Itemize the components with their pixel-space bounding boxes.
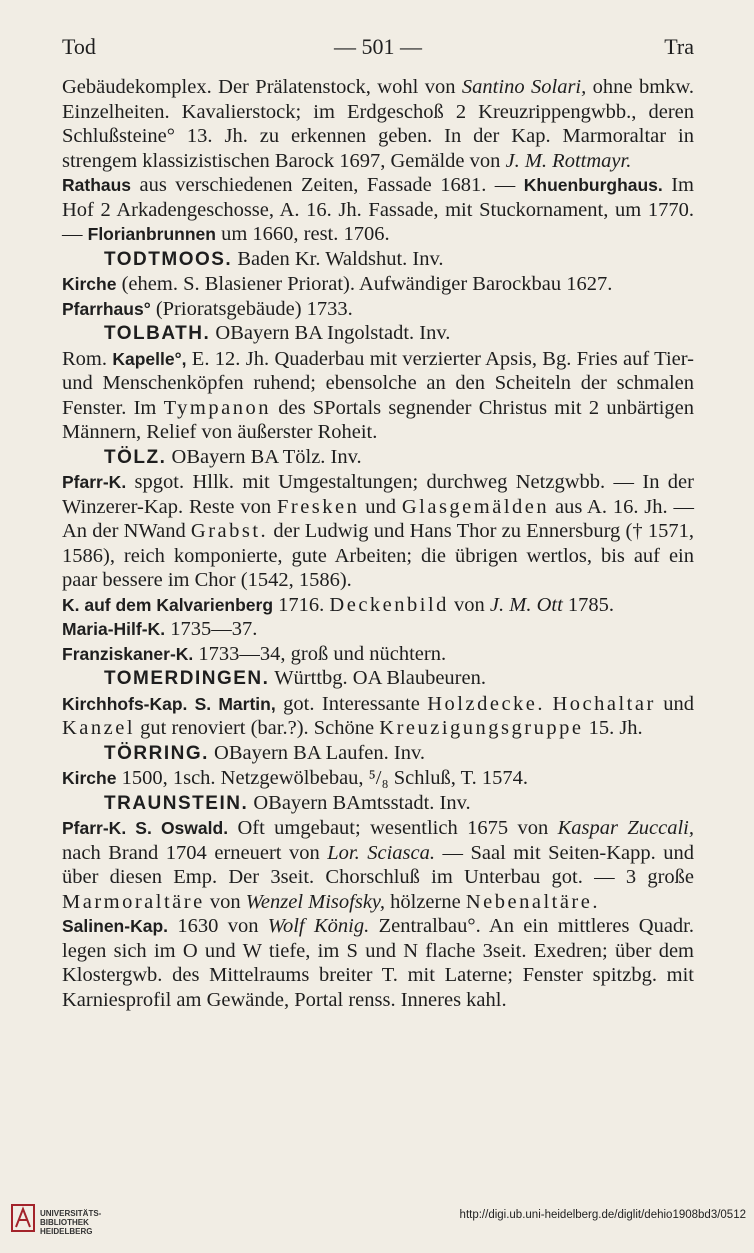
text-run: Kaspar Zuccali,: [557, 817, 694, 839]
entry-keyword: Kirchhofs-Kap. S. Martin,: [62, 693, 276, 714]
text-run: 1733—34, groß und nüchtern.: [193, 642, 447, 665]
text-run: hölzerne: [385, 890, 466, 913]
text-run: aus verschiedenen Zeiten, Fassade 1681. —: [131, 174, 524, 196]
entry-paragraph: [62, 75, 694, 173]
place-heading: [62, 247, 694, 273]
entry-paragraph: [62, 347, 694, 445]
place-name: TODTMOOS.: [104, 248, 233, 270]
place-name: TÖLZ.: [104, 446, 167, 468]
entry-keyword: Khuenburghaus.: [523, 175, 663, 195]
text-run: Grabst.: [190, 520, 269, 542]
text-run: Gebäudekomplex. Der Prälatenstock, wohl von: [62, 76, 462, 98]
entry-paragraph: [62, 642, 694, 667]
text-run: Holzdecke.: [427, 692, 546, 715]
running-head-left: Tod: [62, 34, 96, 59]
entry-paragraph: [62, 914, 694, 1012]
footer: [0, 1195, 754, 1253]
university-library-logo-icon: [10, 1203, 36, 1233]
entry-paragraph: [62, 593, 694, 618]
entry-paragraph: [62, 173, 694, 247]
text-run: 1785.: [562, 593, 615, 616]
entry-keyword: Franziskaner-K.: [62, 643, 194, 664]
text-run: gut renoviert (bar.?). Schöne: [135, 717, 380, 739]
entry-paragraph: [62, 816, 694, 914]
running-head-right: Tra: [664, 34, 694, 59]
text-run: Santino Solari,: [461, 76, 587, 98]
text-run: Deckenbild: [329, 593, 449, 616]
text-run: Wenzel Misofsky,: [245, 890, 386, 913]
page-number: — 501 —: [334, 34, 422, 59]
entry-keyword: Rathaus: [62, 175, 132, 195]
text-run: der Ludwig und Hans Thor zu Ennersburg († 1571, 1586), reich komponierte, gute Arbeiten; die übrigen wertlos, bis auf ein paar bessere im Chor (1542, 1586).: [62, 520, 694, 591]
page-body: [62, 75, 694, 1012]
entry-keyword: Florianbrunnen: [87, 224, 216, 244]
text-run: Kreuzigungsgruppe: [379, 717, 584, 739]
text-run: Im Hof 2 Arkadengeschosse, A. 16. Jh. Fassade, mit Stuckornament, um 1770. —: [62, 174, 694, 245]
entry-paragraph: [62, 617, 694, 642]
entry-keyword: K. auf dem Kalvarienberg: [62, 594, 274, 615]
text-run: E. 12. Jh. Quaderbau mit verzierter Apsis, Bg. Fries auf Tier- und Menschenköpfen ruhend; ebensolche an den Scheiteln der schmalen Fenster. Im: [62, 347, 694, 419]
text-run: von: [204, 890, 246, 913]
entry-paragraph: [62, 766, 694, 791]
text-run: Hochaltar: [552, 692, 656, 715]
entry-keyword: Kapelle°,: [112, 348, 187, 369]
place-name: TRAUNSTEIN.: [104, 792, 249, 814]
text-run: aus A. 16. Jh. — An der NWand: [62, 495, 695, 542]
text-run: J. M. Ott: [489, 593, 563, 616]
place-name: TOLBATH.: [104, 323, 211, 344]
text-run: J. M. Rottmayr.: [505, 149, 632, 172]
text-run: ohne bmkw. Einzelheiten. Kavalierstock; im Erdgeschoß 2 Kreuzrippengwbb., deren Schlußsteine° 13. Jh. zu erkennen geben. In der Kap. Marmoraltar in strengem klassizistischen Barock 1697, Gemälde von: [62, 76, 695, 172]
place-heading: [62, 321, 694, 347]
place-heading: [62, 741, 694, 767]
text-run: Nebenaltäre.: [465, 890, 600, 913]
entry-paragraph: [62, 692, 694, 741]
place-name: TOMERDINGEN.: [104, 668, 270, 689]
text-run: Oft umgebaut; wesentlich 1675 von: [228, 817, 558, 839]
text-run: Wolf König.: [267, 915, 370, 937]
text-run: des SPortals segnender Christus mit 2 unbärtigen Männern, Relief von äußerster Roheit.: [62, 396, 694, 443]
place-name: TÖRRING.: [104, 742, 209, 764]
text-run: OBayern BA Laufen. Inv.: [208, 741, 426, 764]
entry-keyword: Pfarr-K. S. Oswald.: [62, 818, 229, 838]
entry-keyword: Maria-Hilf-K.: [62, 619, 166, 639]
text-run: Württbg. OA Blaubeuren.: [269, 667, 486, 689]
place-heading: [62, 445, 694, 471]
text-run: 1630 von: [168, 915, 268, 937]
text-run: (Prioratsgebäude) 1733.: [150, 297, 353, 320]
text-run: und: [359, 495, 402, 518]
page-header: [62, 34, 694, 64]
entry-keyword: Salinen-Kap.: [62, 916, 168, 936]
text-run: Marmoraltäre: [62, 890, 205, 913]
entry-paragraph: [62, 297, 694, 322]
library-name: UNIVERSITÄTS- BIBLIOTHEK HEIDELBERG: [40, 1209, 102, 1236]
source-url[interactable]: http://digi.ub.uni-heidelberg.de/diglit/dehio1908bd3/0512: [459, 1209, 746, 1221]
entry-paragraph: [62, 272, 694, 297]
text-run: 1500, 1sch. Netzgewölbebau, ⁵/₈ Schluß, T. 1574.: [116, 767, 528, 789]
text-run: Tympanon: [163, 396, 271, 419]
text-run: Lor. Sciasca.: [327, 841, 435, 864]
text-run: OBayern BAmtsstadt. Inv.: [248, 791, 471, 814]
text-run: Fresken: [276, 495, 360, 518]
text-run: OBayern BA Ingolstadt. Inv.: [210, 322, 451, 344]
entry-keyword: Kirche: [62, 768, 117, 788]
text-run: und: [655, 692, 695, 715]
entry-keyword: Pfarrhaus°: [62, 298, 151, 319]
text-run: spgot. Hllk. mit Umgestaltungen; durchweg Netzgwbb. — In der Winzerer-Kap. Reste von: [62, 471, 694, 518]
text-run: Baden Kr. Waldshut. Inv.: [232, 247, 444, 270]
entry-keyword: Pfarr-K.: [62, 472, 127, 492]
text-run: Rom.: [62, 347, 113, 370]
text-run: nach Brand 1704 erneuert von: [62, 841, 328, 864]
place-heading: [62, 791, 694, 817]
entry-paragraph: [62, 470, 694, 593]
text-run: um 1660, rest. 1706.: [215, 223, 390, 245]
text-run: OBayern BA Tölz. Inv.: [166, 445, 362, 468]
text-run: Glasgemälden: [401, 495, 550, 518]
text-run: 1716.: [273, 593, 330, 616]
text-run: Kanzel: [62, 717, 136, 739]
place-heading: [62, 666, 694, 692]
text-run: 1735—37.: [165, 618, 258, 640]
text-run: von: [448, 593, 490, 616]
text-run: — Saal mit Seiten-Kapp. und über diesen Emp. Der 3seit. Chorschluß im Unterbau got. — 3 große: [62, 841, 694, 888]
text-run: Zentralbau°. An ein mittleres Quadr. legen sich im O und W tiefe, im S und N flache 3seit. Exedren; über dem Klostergwb. des Mittelraums breiter T. mit Laterne; Fenster spitzbg. mit Karniesprofil am Gewände, Portal renss. Inneres kahl.: [62, 915, 695, 1011]
text-run: 15. Jh.: [583, 717, 643, 739]
text-run: got. Interessante: [275, 692, 428, 715]
entry-keyword: Kirche: [62, 274, 117, 294]
text-run: (ehem. S. Blasiener Priorat). Aufwändiger Barockbau 1627.: [116, 273, 613, 295]
